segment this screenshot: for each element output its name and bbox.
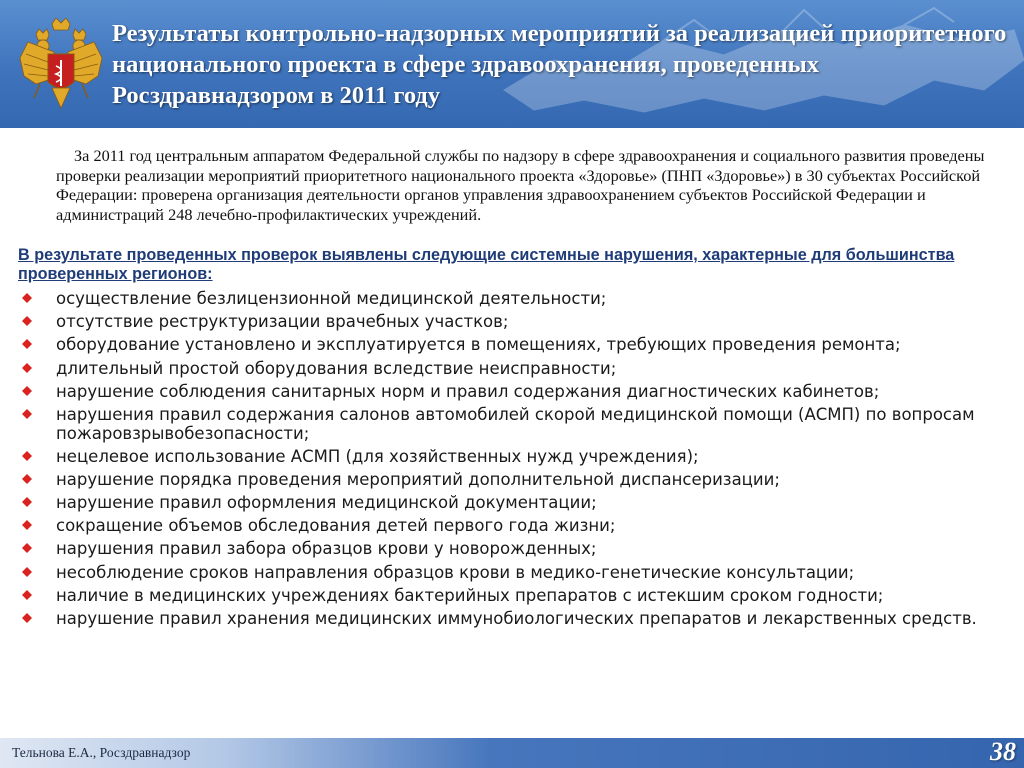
list-item (22, 336, 1002, 355)
list-item-text: нарушение порядка проведения мероприятий дополнительной диспансеризации; (56, 469, 780, 489)
list-item-text: нарушения правил содержания салонов автомобилей скорой медицинской помощи (АСМП) по вопросам пожаровзрывобезопасности; (56, 404, 975, 443)
footer-author: Тельнова Е.А., Росздравнадзор (12, 745, 191, 760)
list-item-text: нарушение правил хранения медицинских иммунобиологических препаратов и лекарственных средств. (56, 609, 977, 629)
red-diamond-bullet-icon (22, 497, 32, 507)
slide-footer (0, 738, 1024, 768)
list-item (22, 290, 1002, 309)
list-item (22, 517, 1002, 536)
red-diamond-bullet-icon (22, 590, 32, 600)
red-diamond-bullet-icon (22, 409, 32, 419)
list-item (22, 406, 1002, 443)
list-item (22, 313, 1002, 332)
list-item-text: нарушение соблюдения санитарных норм и правил содержания диагностических кабинетов; (56, 381, 880, 401)
list-item-text: несоблюдение сроков направления образцов крови в медико-генетические консультации; (56, 562, 855, 582)
list-item-text: оборудование установлено и эксплуатируется в помещениях, требующих проведения ремонта; (56, 335, 901, 355)
list-item (22, 610, 1002, 629)
list-item (22, 448, 1002, 467)
list-item (22, 383, 1002, 402)
list-item-text: сокращение объемов обследования детей первого года жизни; (56, 516, 616, 536)
red-diamond-bullet-icon (22, 316, 32, 326)
red-diamond-bullet-icon (22, 386, 32, 396)
red-diamond-bullet-icon (22, 293, 32, 303)
red-diamond-bullet-icon (22, 613, 32, 623)
list-item (22, 494, 1002, 513)
red-diamond-bullet-icon (22, 543, 32, 553)
red-diamond-bullet-icon (22, 363, 32, 373)
red-diamond-bullet-icon (22, 339, 32, 349)
list-item-text: наличие в медицинских учреждениях бактерийных препаратов с истекшим сроком годности; (56, 585, 884, 605)
list-item-text: нецелевое использование АСМП (для хозяйственных нужд учреждения); (56, 446, 699, 466)
list-item (22, 540, 1002, 559)
red-diamond-bullet-icon (22, 451, 32, 461)
list-item (22, 471, 1002, 490)
red-diamond-bullet-icon (22, 567, 32, 577)
red-diamond-bullet-icon (22, 520, 32, 530)
violations-list (22, 290, 1002, 633)
violations-subheading: В результате проведенных проверок выявлены следующие системные нарушения, характерные для большинства проверенных регионов: (18, 246, 955, 283)
list-item (22, 564, 1002, 583)
list-item (22, 587, 1002, 606)
intro-paragraph: За 2011 год центральным аппаратом Федеральной службы по надзору в сфере здравоохранения и социального развития проведены проверки реализации мероприятий приоритетного национального проекта «Здоровье» (ПНП «Здоровье») в 30 субъектах Российской Федерации: проверена организация деятельности органов управления здравоохранением субъектов Российской Федерации и администраций 248 лечебно-профилактических учреждений. (56, 146, 985, 224)
list-item-text: нарушение правил оформления медицинской документации; (56, 493, 597, 513)
red-diamond-bullet-icon (22, 474, 32, 484)
page-number: 38 (990, 737, 1016, 766)
slide-header (0, 0, 1024, 128)
list-item-text: осуществление безлицензионной медицинской деятельности; (56, 289, 607, 308)
list-item-text: отсутствие реструктуризации врачебных участков; (56, 312, 509, 332)
list-item-text: нарушения правил забора образцов крови у новорожденных; (56, 539, 597, 559)
double-headed-eagle-emblem-icon (18, 18, 104, 112)
slide-title: Результаты контрольно-надзорных мероприятий за реализацией приоритетного национального проекта в сфере здравоохранения, проведенных Росздравнадзором в 2011 году (112, 20, 1007, 109)
list-item-text: длительный простой оборудования вследствие неисправности; (56, 358, 617, 378)
list-item (22, 360, 1002, 379)
